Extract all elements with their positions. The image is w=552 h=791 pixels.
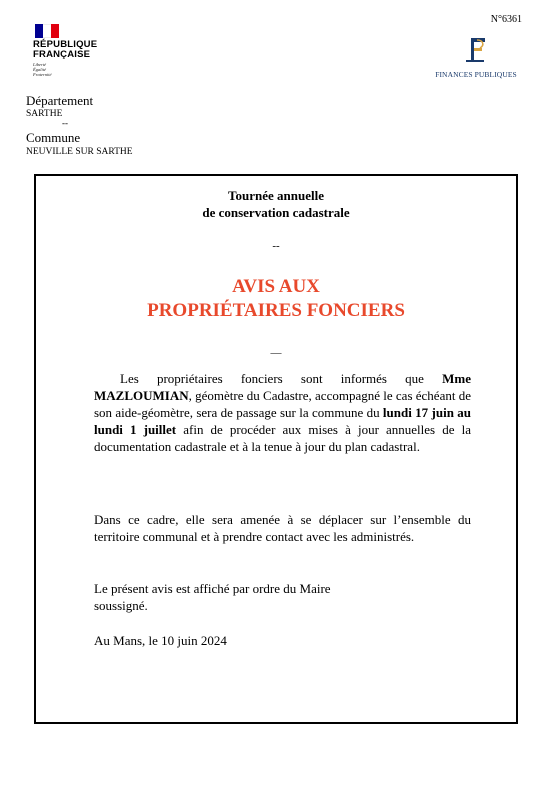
republique-francaise-name: RÉPUBLIQUE FRANÇAISE xyxy=(33,39,98,60)
notice-paragraph-1: Les propriétaires fonciers sont informés que Mme MAZLOUMIAN, géomètre du Cadastre, accompagné le cas échéant de son aide-géomètre, sera de passage sur la commune du lundi 17 juin au lundi 1 juillet afin de procéder aux mises à jour annuelles de la documentation cadastrale et à la tenue à jour du plan cadastral. xyxy=(94,371,471,454)
finances-publiques-logo xyxy=(430,36,522,79)
commune-label: Commune xyxy=(26,130,81,145)
title-separator: __ xyxy=(270,343,282,355)
visit-dates: lundi 17 juin au lundi 1 juillet xyxy=(94,405,471,437)
notice-paragraph-3: Le présent avis est affiché par ordre du Maire soussigné. xyxy=(94,581,331,613)
commune-value: NEUVILLE SUR SARTHE xyxy=(26,147,133,157)
notice-paragraph-2: Dans ce cadre, elle sera amenée à se déplacer sur l’ensemble du territoire communal et à prendre contact avec les administrés. xyxy=(94,512,471,544)
republique-motto: Liberté Égalité Fraternité xyxy=(33,62,52,77)
notice-heading: Tournée annuelle de conservation cadastrale xyxy=(202,188,350,220)
location-separator: -- xyxy=(62,118,68,128)
finances-publiques-emblem-icon xyxy=(463,36,489,64)
finances-publiques-name: FINANCES PUBLIQUES xyxy=(435,70,517,79)
geometre-name: Mme MAZLOUMIAN xyxy=(94,371,471,403)
notice-title: AVIS AUX PROPRIÉTAIRES FONCIERS xyxy=(147,276,405,321)
french-flag-icon xyxy=(35,24,59,38)
signature-line: Au Mans, le 10 juin 2024 xyxy=(94,633,227,648)
republique-francaise-logo xyxy=(33,24,113,77)
departement-value: SARTHE xyxy=(26,109,63,119)
heading-separator: -- xyxy=(272,240,280,252)
document-number: N°6361 xyxy=(490,14,522,25)
departement-label: Département xyxy=(26,93,94,108)
